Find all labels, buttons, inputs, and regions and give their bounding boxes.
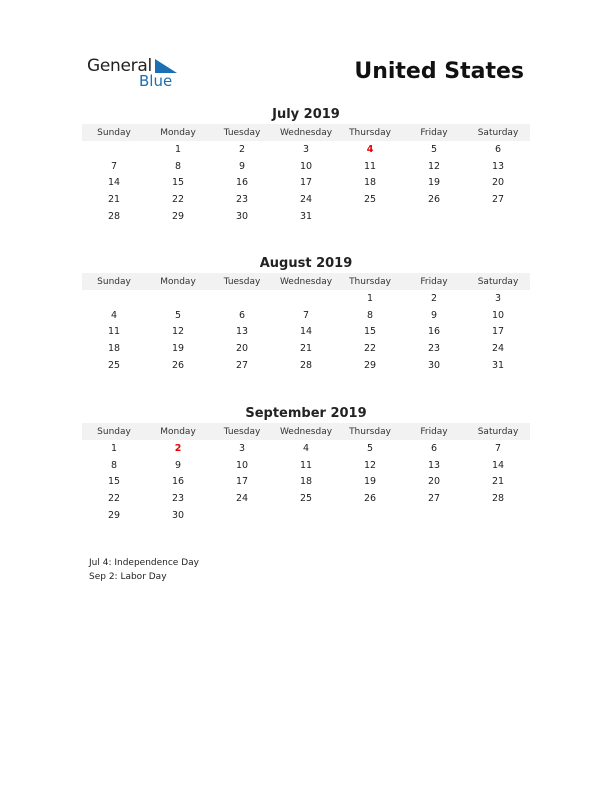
weekday-label: Tuesday <box>223 426 261 437</box>
day-cell: 24 <box>235 493 249 505</box>
weekday-label: Monday <box>160 127 196 138</box>
day-cell: 12 <box>427 160 441 172</box>
week-row <box>82 357 530 374</box>
day-cell: 3 <box>238 442 246 454</box>
day-cell: 11 <box>107 326 121 338</box>
month-title: September 2019 <box>245 406 367 421</box>
week-row <box>82 175 530 192</box>
week-row <box>82 440 530 457</box>
day-cell: 4 <box>366 143 374 155</box>
holiday-note: Jul 4: Independence Day <box>89 558 199 568</box>
weekday-label: Wednesday <box>279 276 333 287</box>
day-cell: 13 <box>235 326 249 338</box>
weekday-label: Saturday <box>477 276 519 287</box>
weekday-label: Wednesday <box>279 426 333 437</box>
day-cell: 28 <box>107 211 121 223</box>
day-cell: 14 <box>491 459 505 471</box>
logo-blue-text: Blue <box>139 72 173 90</box>
week-row <box>82 324 530 341</box>
weekday-label: Thursday <box>349 276 391 287</box>
weekday-label: Monday <box>160 276 196 287</box>
weekday-header <box>82 423 530 440</box>
day-cell: 13 <box>491 160 505 172</box>
day-cell: 31 <box>299 211 313 223</box>
week-row <box>82 474 530 491</box>
day-cell: 2 <box>430 292 438 304</box>
day-cell: 16 <box>427 326 441 338</box>
day-cell: 24 <box>491 343 505 355</box>
month-calendar <box>82 405 530 524</box>
day-cell: 23 <box>235 194 249 206</box>
day-cell: 3 <box>302 143 310 155</box>
day-cell: 27 <box>427 493 441 505</box>
day-cell: 13 <box>427 459 441 471</box>
day-cell: 28 <box>299 360 313 372</box>
day-cell: 1 <box>110 442 118 454</box>
day-cell: 6 <box>494 143 502 155</box>
week-row <box>82 208 530 225</box>
weekday-label: Thursday <box>349 127 391 138</box>
weekday-label: Sunday <box>97 127 131 138</box>
day-cell: 28 <box>491 493 505 505</box>
logo-general-text: General <box>87 56 152 76</box>
week-row <box>82 158 530 175</box>
holiday-note: Sep 2: Labor Day <box>89 572 167 582</box>
holiday-notes <box>89 556 199 584</box>
month-calendar <box>82 255 530 374</box>
general-blue-logo <box>87 56 187 92</box>
week-row <box>82 507 530 524</box>
weekday-label: Tuesday <box>223 276 261 287</box>
day-cell: 20 <box>427 476 441 488</box>
day-cell: 7 <box>110 160 118 172</box>
day-cell: 26 <box>427 194 441 206</box>
day-cell: 23 <box>171 493 185 505</box>
day-cell: 15 <box>107 476 121 488</box>
day-cell: 9 <box>238 160 246 172</box>
day-cell: 20 <box>491 177 505 189</box>
day-cell: 22 <box>363 343 377 355</box>
day-cell: 25 <box>363 194 377 206</box>
day-cell: 21 <box>299 343 313 355</box>
day-cell: 7 <box>494 442 502 454</box>
day-cell: 18 <box>299 476 313 488</box>
weekday-label: Monday <box>160 426 196 437</box>
day-cell: 2 <box>238 143 246 155</box>
day-cell: 30 <box>427 360 441 372</box>
day-cell: 16 <box>171 476 185 488</box>
day-cell: 26 <box>171 360 185 372</box>
day-cell: 8 <box>174 160 182 172</box>
weekday-label: Friday <box>420 127 448 138</box>
weekday-label: Thursday <box>349 426 391 437</box>
day-cell: 29 <box>107 510 121 522</box>
day-cell: 12 <box>363 459 377 471</box>
day-cell: 24 <box>299 194 313 206</box>
day-cell: 5 <box>174 309 182 321</box>
day-cell: 29 <box>171 211 185 223</box>
day-cell: 10 <box>235 459 249 471</box>
day-cell: 27 <box>491 194 505 206</box>
weekday-label: Saturday <box>477 426 519 437</box>
country-title: United States <box>354 59 524 84</box>
weekday-label: Saturday <box>477 127 519 138</box>
day-cell: 11 <box>299 459 313 471</box>
day-cell: 2 <box>174 442 182 454</box>
day-cell: 22 <box>171 194 185 206</box>
day-cell: 6 <box>430 442 438 454</box>
day-cell: 9 <box>174 459 182 471</box>
day-cell: 7 <box>302 309 310 321</box>
day-cell: 17 <box>235 476 249 488</box>
day-cell: 4 <box>302 442 310 454</box>
day-cell: 30 <box>235 211 249 223</box>
day-cell: 19 <box>171 343 185 355</box>
day-cell: 10 <box>299 160 313 172</box>
day-cell: 25 <box>107 360 121 372</box>
day-cell: 22 <box>107 493 121 505</box>
day-cell: 21 <box>107 194 121 206</box>
week-row <box>82 307 530 324</box>
month-title: August 2019 <box>259 256 353 271</box>
day-cell: 23 <box>427 343 441 355</box>
day-cell: 21 <box>491 476 505 488</box>
weekday-label: Wednesday <box>279 127 333 138</box>
day-cell: 9 <box>430 309 438 321</box>
day-cell: 19 <box>363 476 377 488</box>
day-cell: 17 <box>299 177 313 189</box>
week-row <box>82 290 530 307</box>
day-cell: 17 <box>491 326 505 338</box>
day-cell: 18 <box>107 343 121 355</box>
logo-triangle-icon <box>155 59 177 73</box>
day-cell: 14 <box>299 326 313 338</box>
week-row <box>82 191 530 208</box>
day-cell: 5 <box>366 442 374 454</box>
day-cell: 20 <box>235 343 249 355</box>
day-cell: 10 <box>491 309 505 321</box>
day-cell: 15 <box>171 177 185 189</box>
week-row <box>82 457 530 474</box>
weekday-label: Sunday <box>97 426 131 437</box>
day-cell: 11 <box>363 160 377 172</box>
day-cell: 29 <box>363 360 377 372</box>
day-cell: 3 <box>494 292 502 304</box>
day-cell: 8 <box>366 309 374 321</box>
day-cell: 1 <box>366 292 374 304</box>
day-cell: 15 <box>363 326 377 338</box>
weekday-header <box>82 124 530 141</box>
day-cell: 1 <box>174 143 182 155</box>
week-row <box>82 141 530 158</box>
month-title: July 2019 <box>272 107 340 122</box>
day-cell: 16 <box>235 177 249 189</box>
weekday-label: Tuesday <box>223 127 261 138</box>
day-cell: 19 <box>427 177 441 189</box>
day-cell: 5 <box>430 143 438 155</box>
weekday-header <box>82 273 530 290</box>
day-cell: 8 <box>110 459 118 471</box>
day-cell: 6 <box>238 309 246 321</box>
day-cell: 26 <box>363 493 377 505</box>
day-cell: 27 <box>235 360 249 372</box>
month-calendar <box>82 106 530 225</box>
day-cell: 31 <box>491 360 505 372</box>
day-cell: 18 <box>363 177 377 189</box>
weekday-label: Friday <box>420 426 448 437</box>
day-cell: 4 <box>110 309 118 321</box>
week-row <box>82 490 530 507</box>
day-cell: 25 <box>299 493 313 505</box>
day-cell: 30 <box>171 510 185 522</box>
day-cell: 12 <box>171 326 185 338</box>
week-row <box>82 340 530 357</box>
day-cell: 14 <box>107 177 121 189</box>
weekday-label: Sunday <box>97 276 131 287</box>
weekday-label: Friday <box>420 276 448 287</box>
